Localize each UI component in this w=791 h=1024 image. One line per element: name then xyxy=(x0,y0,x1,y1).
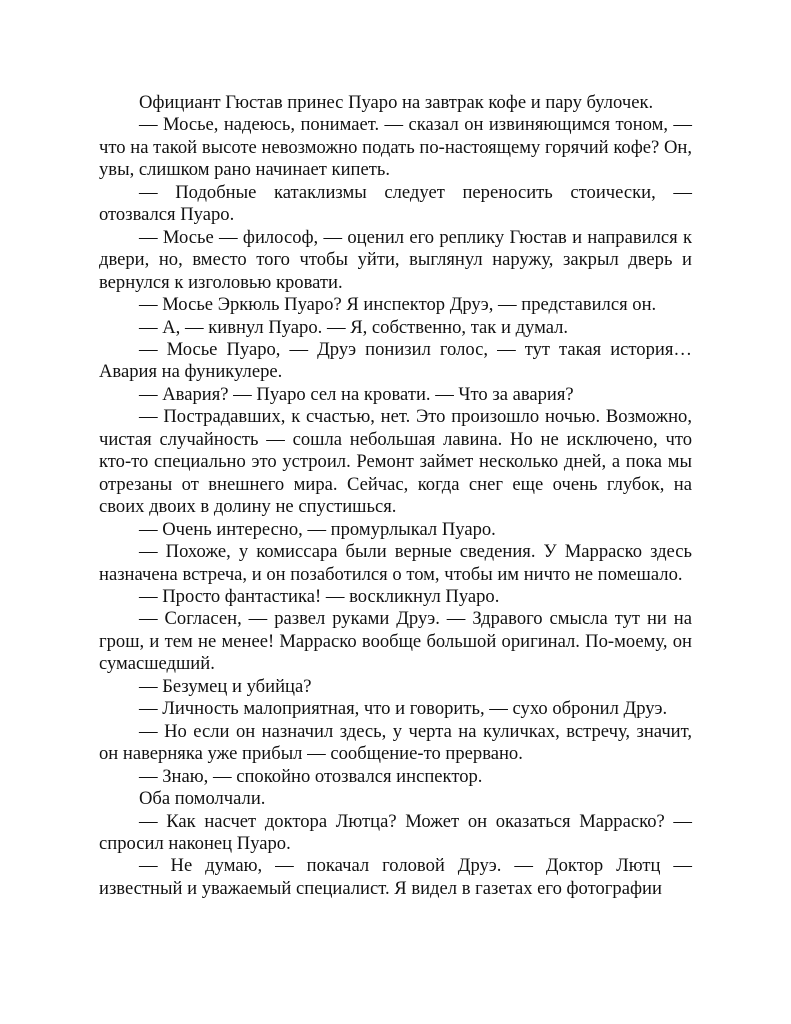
paragraph: Оба помолчали. xyxy=(139,788,266,810)
paragraph: — Мосье Эркюль Пуаро? Я инспектор Друэ, — представился он. xyxy=(139,294,657,316)
paragraph: — Подобные катаклизмы следует переносить стоически, — отозвался Пуаро. xyxy=(99,181,692,226)
page-body xyxy=(99,92,692,900)
paragraph: — Но если он назначил здесь, у черта на куличках, встречу, значит, он наверняка уже прибыл — сообщение-то прервано. xyxy=(99,720,692,765)
paragraph: — Мосье Пуаро, — Друэ понизил голос, — тут такая история… Авария на фуникулере. xyxy=(99,338,692,383)
paragraph: — Не думаю, — покачал головой Друэ. — Доктор Лютц — известный и уважаемый специалист. Я видел в газетах его фотографии xyxy=(99,855,692,899)
paragraph: — Личность малоприятная, что и говорить, — сухо обронил Друэ. xyxy=(139,698,668,720)
paragraph: — Просто фантастика! — воскликнул Пуаро. xyxy=(139,585,500,607)
paragraph: — Похоже, у комиссара были верные сведения. У Марраско здесь назначена встреча, и он позаботился о том, чтобы им ничто не помешало. xyxy=(99,541,692,585)
paragraph: — Мосье, надеюсь, понимает. — сказал он извиняющимся тоном, — что на такой высоте невозможно подать по-настоящему горячий кофе? Он, увы, слишком рано начинает кипеть. xyxy=(99,114,692,181)
paragraph: Официант Гюстав принес Пуаро на завтрак кофе и пару булочек. xyxy=(139,92,654,113)
paragraph: — Знаю, — спокойно отозвался инспектор. xyxy=(139,765,483,787)
paragraph: — Пострадавших, к счастью, нет. Это произошло ночью. Возможно, чистая случайность — сошла небольшая лавина. Но не исключено, что кто-то специально это устроил. Ремонт займет несколько дней, а пока мы отрезаны от внешнего мира. Сейчас, когда снег еще очень глубок, на своих двоих в долину не спустишься. xyxy=(99,406,692,518)
paragraph: — Согласен, — развел руками Друэ. — Здравого смысла тут ни на грош, и тем не менее! Марраско вообще большой оригинал. По-моему, он сумасшедший. xyxy=(99,608,692,675)
paragraph: — Очень интересно, — промурлыкал Пуаро. xyxy=(139,518,496,540)
paragraph: — Авария? — Пуаро сел на кровати. — Что за авария? xyxy=(139,383,574,405)
paragraph: — А, — кивнул Пуаро. — Я, собственно, так и думал. xyxy=(139,316,569,338)
paragraph: — Безумец и убийца? xyxy=(139,675,312,697)
paragraph: — Мосье — философ, — оценил его реплику Гюстав и направился к двери, но, вместо того чтобы уйти, выглянул наружу, закрыл дверь и вернулся к изголовью кровати. xyxy=(99,226,692,293)
paragraph: — Как насчет доктора Лютца? Может он оказаться Марраско? — спросил наконец Пуаро. xyxy=(99,810,692,854)
